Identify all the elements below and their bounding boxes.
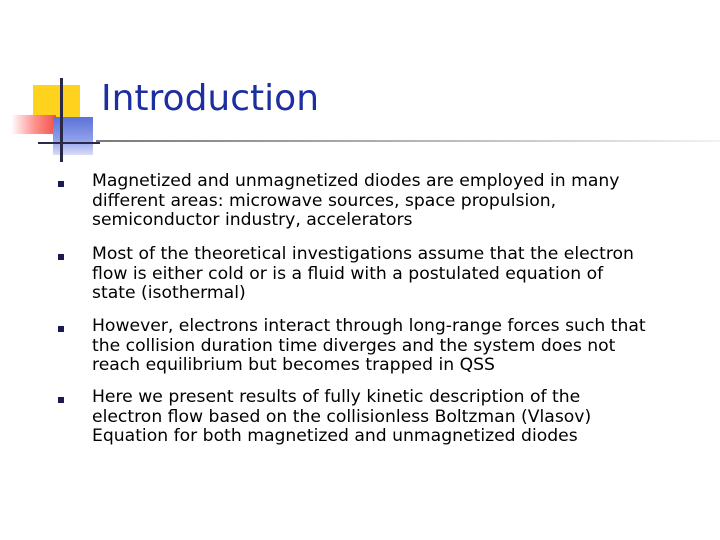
bullet-square-icon — [58, 326, 64, 332]
bullet-square-icon — [58, 181, 64, 187]
slide-title: Introduction — [101, 78, 320, 119]
logo-vertical-line — [60, 78, 63, 162]
logo-blue-square — [53, 117, 93, 155]
bullet-text: Magnetized and unmagnetized diodes are employed in many different areas: microwave sources, space propulsion, semiconductor industry, accelerators — [92, 171, 620, 231]
bullet-square-icon — [58, 397, 64, 403]
bullet-text: Here we present results of fully kinetic description of the electron flow based on the collisionless Boltzman (Vlasov) Equation for both magnetized and unmagnetized diodes — [92, 387, 592, 447]
logo-red-bar — [11, 115, 56, 134]
logo-horizontal-line — [38, 142, 100, 144]
title-underline — [96, 140, 720, 142]
bullet-square-icon — [58, 254, 64, 260]
bullet-text: However, electrons interact through long-range forces such that the collision duration time diverges and the system does not reach equilibrium but becomes trapped in QSS — [92, 316, 646, 376]
bullet-text: Most of the theoretical investigations assume that the electron flow is either cold or is a fluid with a postulated equation of state (isothermal) — [92, 244, 634, 304]
